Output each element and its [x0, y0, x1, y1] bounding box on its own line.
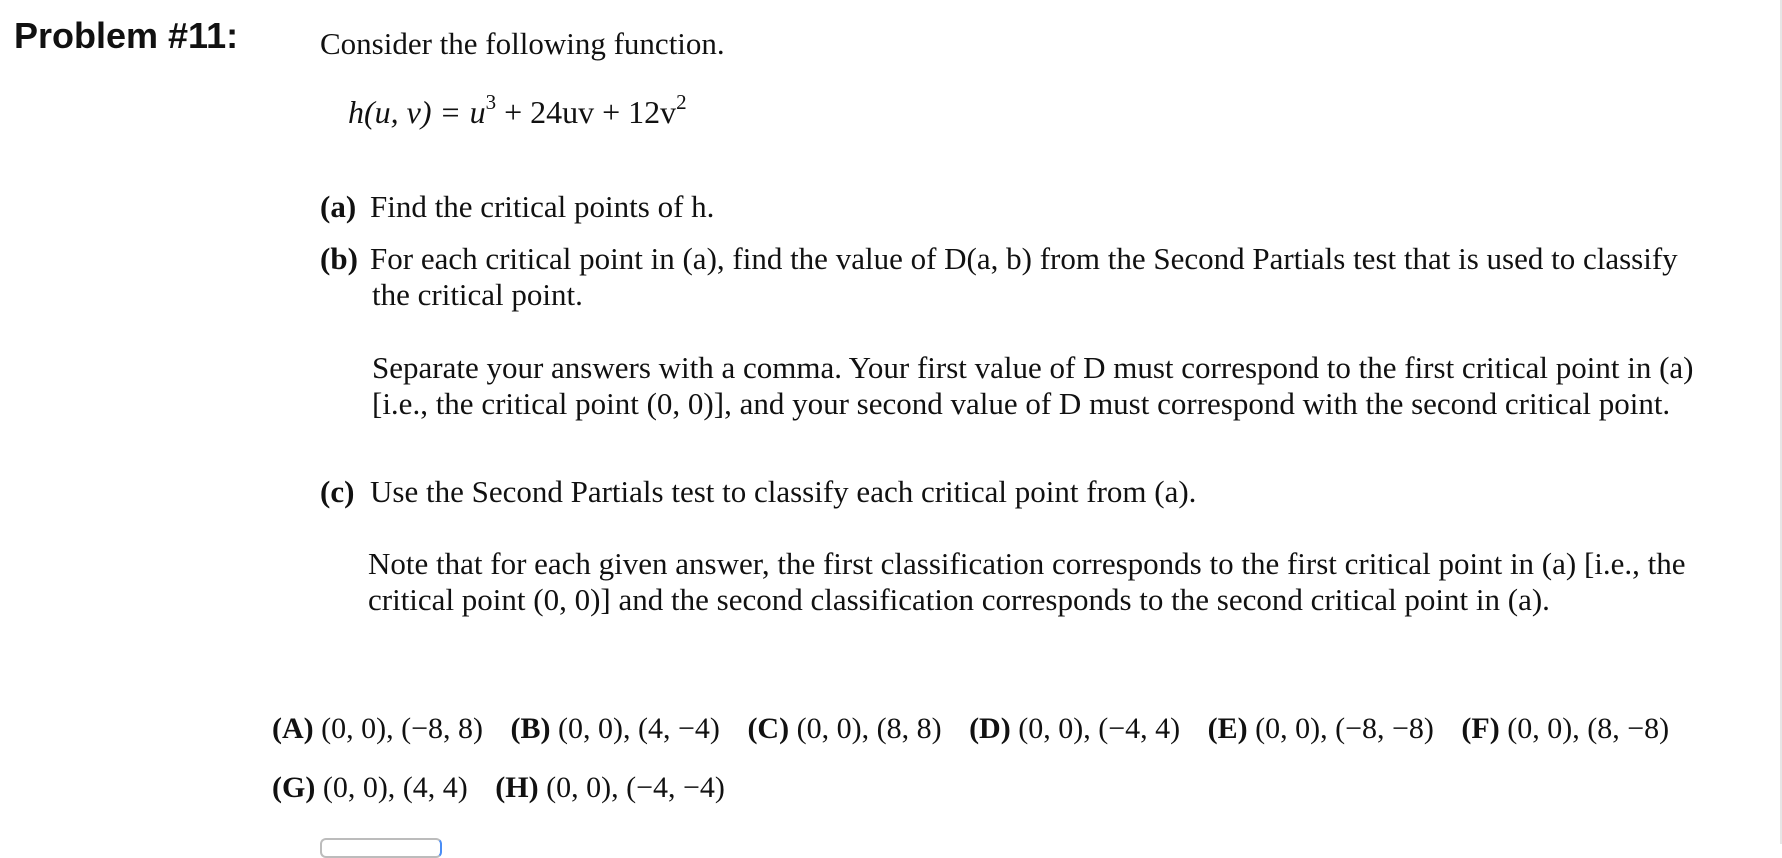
choice-f-letter: (F) [1461, 712, 1500, 745]
choice-g-value: (0, 0), (4, 4) [322, 771, 468, 804]
choice-g-letter: (G) [272, 771, 316, 804]
choice-h[interactable] [495, 769, 725, 807]
part-c [320, 473, 1196, 511]
choice-g[interactable] [272, 769, 468, 807]
part-c-note-line1: Note that for each given answer, the first classification corresponds to the first critical point in (a) [i.e., the [368, 546, 1686, 581]
part-b-text-line2: the critical point. [372, 277, 583, 312]
choice-d-letter: (D) [969, 712, 1011, 745]
part-c-letter: (c) [320, 474, 355, 509]
part-b-text-line1: For each critical point in (a), find the value of D(a, b) from the Second Partials test that is used to classify [370, 241, 1678, 276]
choice-a-value: (0, 0), (−8, 8) [321, 712, 484, 745]
choice-f-value: (0, 0), (8, −8) [1507, 712, 1670, 745]
choice-c-letter: (C) [747, 712, 790, 745]
part-c-text: Use the Second Partials test to classify each critical point from (a). [370, 474, 1197, 509]
choices-row-2 [272, 769, 745, 807]
choice-a[interactable] [272, 710, 483, 748]
choice-h-letter: (H) [495, 771, 539, 804]
choice-a-letter: (A) [272, 712, 314, 745]
formula-term2: + 24uv + 12v [504, 94, 677, 130]
formula-term2-exponent: 2 [676, 90, 687, 114]
choice-d-value: (0, 0), (−4, 4) [1018, 712, 1181, 745]
formula-term1-base: u [469, 94, 486, 130]
part-b-line1 [320, 240, 1678, 278]
part-c-note-line2: critical point (0, 0)] and the second classification corresponds to the second critical point in (a). [368, 582, 1550, 617]
problem-label: Problem #11: [14, 15, 239, 56]
part-b-note-line2: [i.e., the critical point (0, 0)], and your second value of D must correspond with the second critical point. [372, 386, 1671, 421]
choice-c[interactable] [747, 710, 941, 748]
answer-select[interactable] [320, 838, 442, 858]
choice-h-value: (0, 0), (−4, −4) [546, 771, 725, 804]
problem-intro: Consider the following function. [320, 26, 725, 61]
choice-b-value: (0, 0), (4, −4) [558, 712, 720, 745]
part-b-note-line1: Separate your answers with a comma. Your first value of D must correspond to the first critical point in (a) [372, 350, 1694, 385]
choice-b[interactable] [511, 710, 720, 748]
part-a [320, 188, 714, 226]
choice-b-letter: (B) [510, 712, 551, 745]
part-a-text: Find the critical points of h. [370, 189, 715, 224]
choices-row-1 [272, 710, 1689, 748]
choice-d[interactable] [969, 710, 1180, 748]
choice-c-value: (0, 0), (8, 8) [796, 712, 942, 745]
choice-e-value: (0, 0), (−8, −8) [1255, 712, 1434, 745]
choice-e-letter: (E) [1207, 712, 1248, 745]
formula-term1-exponent: 3 [485, 90, 497, 114]
formula-equals: = [441, 94, 460, 130]
formula-lhs: h(u, v) [348, 94, 432, 130]
choice-f[interactable] [1461, 710, 1669, 748]
choice-e[interactable] [1208, 710, 1434, 748]
part-a-letter: (a) [320, 189, 357, 224]
part-b-letter: (b) [320, 241, 358, 276]
function-formula [348, 92, 687, 136]
